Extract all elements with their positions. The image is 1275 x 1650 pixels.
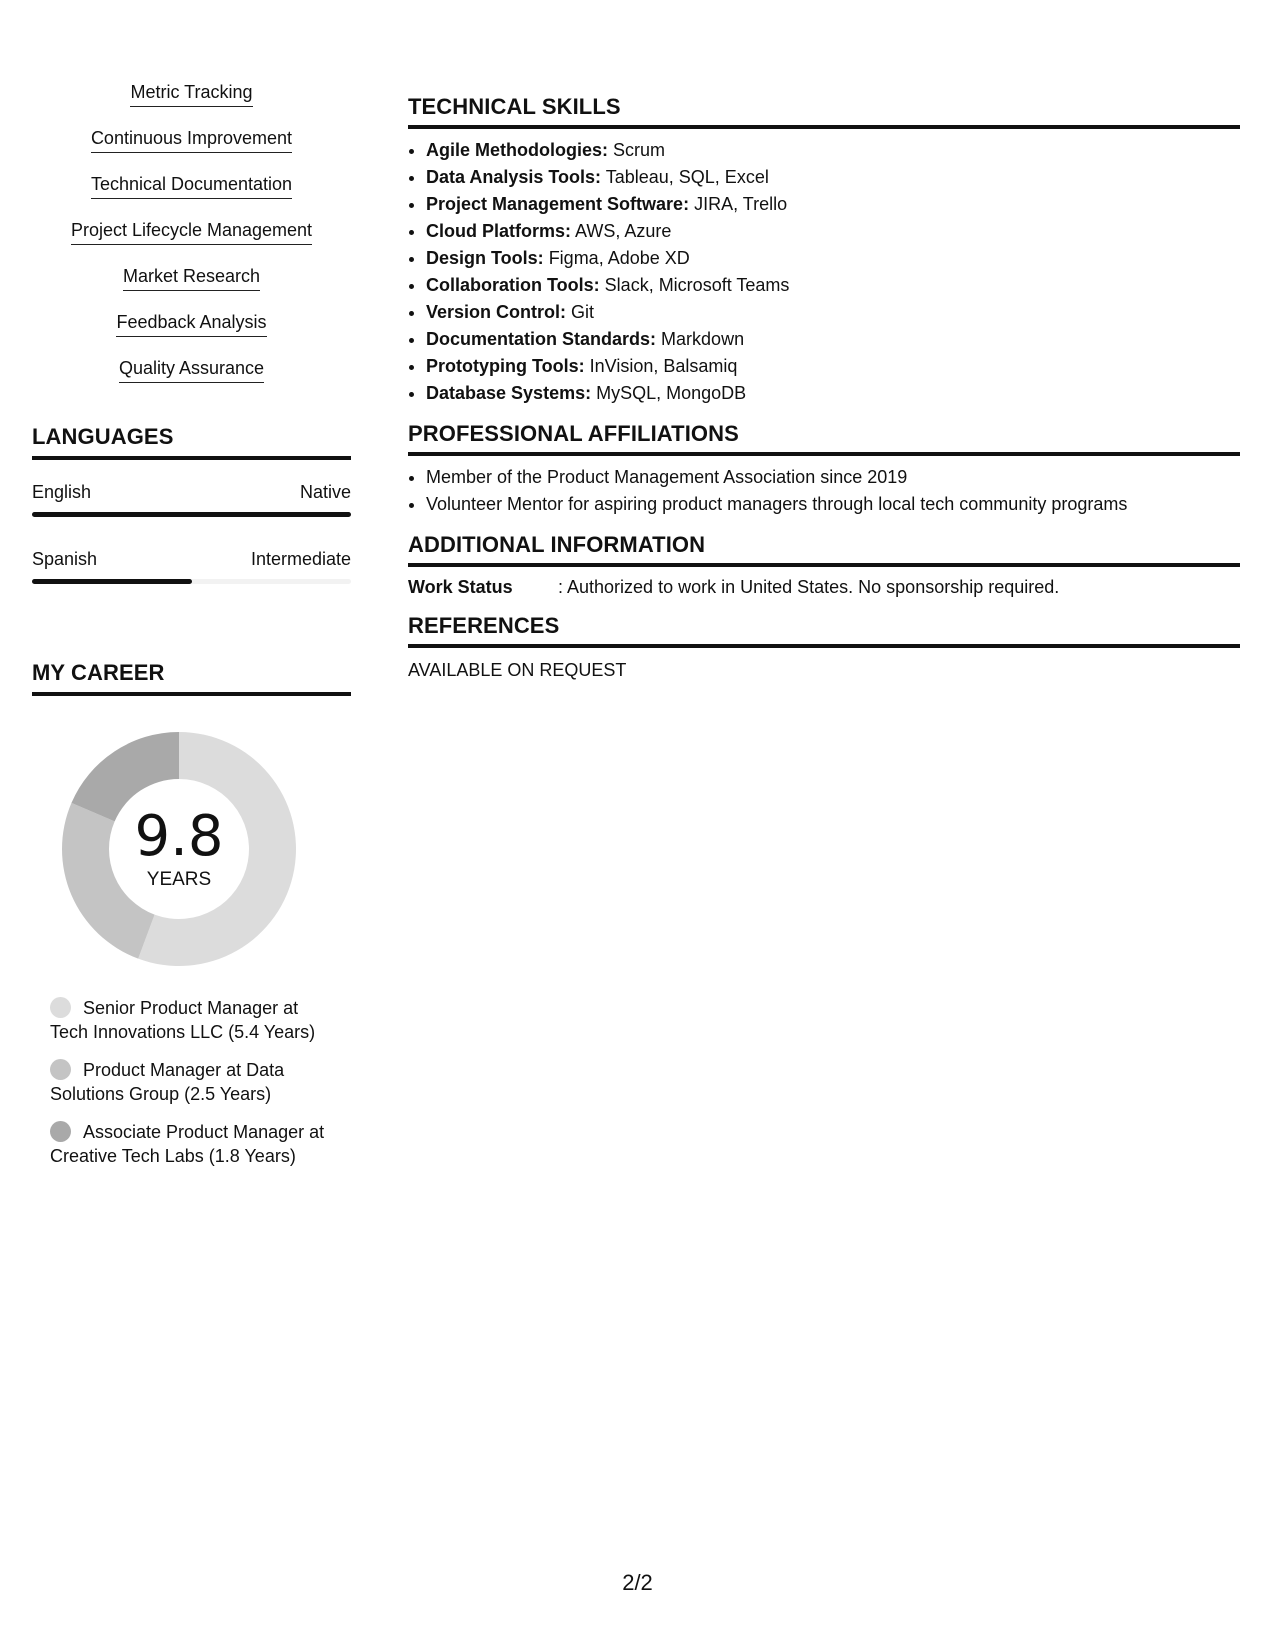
skill-label: Database Systems: — [426, 383, 592, 403]
affiliations-section — [408, 421, 1240, 518]
left-column — [32, 80, 351, 1182]
career-legend — [50, 996, 340, 1168]
legend-label: Associate Product Manager at Creative Tech Labs (1.8 Years) — [50, 1122, 325, 1166]
skill-chip: Continuous Improvement — [91, 126, 292, 153]
skills-list — [32, 80, 351, 402]
list-item — [426, 272, 1240, 299]
additional-info-section — [408, 532, 1240, 599]
skill-label: Prototyping Tools: — [426, 356, 585, 376]
language-item — [32, 480, 351, 517]
skill-label: Design Tools: — [426, 248, 544, 268]
legend-dot — [50, 1059, 71, 1080]
language-level: Intermediate — [250, 549, 351, 569]
language-level: Native — [299, 482, 351, 502]
references-section — [408, 613, 1240, 682]
skill-label: Documentation Standards: — [426, 329, 657, 349]
skill-label: Data Analysis Tools: — [426, 167, 602, 187]
skill-chip: Project Lifecycle Management — [71, 218, 312, 245]
affiliations-list — [408, 464, 1240, 518]
career-total-years: 9.8 — [134, 804, 224, 869]
work-status-value: : Authorized to work in United States. No sponsorship required. — [558, 577, 1060, 597]
skill-value: Tableau, SQL, Excel — [605, 167, 769, 187]
skill-chip: Feedback Analysis — [116, 310, 266, 337]
career-donut-chart — [56, 726, 302, 972]
skill-chip: Technical Documentation — [91, 172, 292, 199]
career-total-unit: YEARS — [146, 869, 212, 890]
skill-value: AWS, Azure — [575, 221, 672, 241]
technical-skills-heading: TECHNICAL SKILLS — [408, 94, 1240, 129]
list-item — [426, 245, 1240, 272]
language-proficiency-fill — [32, 512, 351, 517]
list-item — [426, 299, 1240, 326]
language-proficiency-fill — [32, 579, 192, 584]
legend-dot — [50, 997, 71, 1018]
work-status-row — [408, 575, 1240, 599]
skill-value: InVision, Balsamiq — [589, 356, 738, 376]
affiliations-heading: PROFESSIONAL AFFILIATIONS — [408, 421, 1240, 456]
donut-center — [56, 726, 302, 972]
skill-value: Git — [571, 302, 595, 322]
list-item — [426, 137, 1240, 164]
additional-info-heading: ADDITIONAL INFORMATION — [408, 532, 1240, 567]
language-item — [32, 547, 351, 584]
list-item — [426, 218, 1240, 245]
skill-value: MySQL, MongoDB — [596, 383, 747, 403]
skill-value: Figma, Adobe XD — [548, 248, 690, 268]
work-status-label: Work Status — [408, 577, 513, 597]
list-item — [426, 353, 1240, 380]
skill-label: Collaboration Tools: — [426, 275, 600, 295]
technical-skills-list — [408, 137, 1240, 407]
language-name: English — [32, 482, 92, 502]
language-name: Spanish — [32, 549, 98, 569]
languages-section — [32, 424, 351, 584]
technical-skills-section — [408, 94, 1240, 407]
skill-chip: Metric Tracking — [130, 80, 252, 107]
skill-value: Scrum — [613, 140, 666, 160]
skill-value: JIRA, Trello — [694, 194, 788, 214]
career-section — [32, 660, 351, 1168]
skill-value: Slack, Microsoft Teams — [604, 275, 790, 295]
skill-label: Version Control: — [426, 302, 567, 322]
list-item: • Member of the Product Management Association since 2019 — [426, 464, 1240, 491]
skill-chip: Quality Assurance — [119, 356, 264, 383]
references-heading: REFERENCES — [408, 613, 1240, 648]
references-text: AVAILABLE ON REQUEST — [408, 660, 627, 680]
skill-chip: Market Research — [123, 264, 260, 291]
page-number: 2/2 — [622, 1570, 653, 1595]
legend-item — [50, 1120, 340, 1168]
legend-label: Product Manager at Data Solutions Group (2.5 Years) — [50, 1060, 285, 1104]
language-proficiency-bar — [32, 512, 351, 517]
list-item — [426, 380, 1240, 407]
legend-item — [50, 1058, 340, 1106]
career-heading: MY CAREER — [32, 660, 351, 696]
list-item — [426, 164, 1240, 191]
skill-label: Cloud Platforms: — [426, 221, 572, 241]
legend-label: Senior Product Manager at Tech Innovations LLC (5.4 Years) — [50, 998, 316, 1042]
language-proficiency-bar — [32, 579, 351, 584]
legend-item — [50, 996, 340, 1044]
languages-heading: LANGUAGES — [32, 424, 351, 460]
list-item — [426, 326, 1240, 353]
right-column — [408, 94, 1240, 696]
skill-label: Project Management Software: — [426, 194, 690, 214]
list-item — [426, 191, 1240, 218]
list-item: • Volunteer Mentor for aspiring product managers through local tech community programs — [426, 491, 1240, 518]
skill-value: Markdown — [661, 329, 745, 349]
skill-label: Agile Methodologies: — [426, 140, 608, 160]
legend-dot — [50, 1121, 71, 1142]
